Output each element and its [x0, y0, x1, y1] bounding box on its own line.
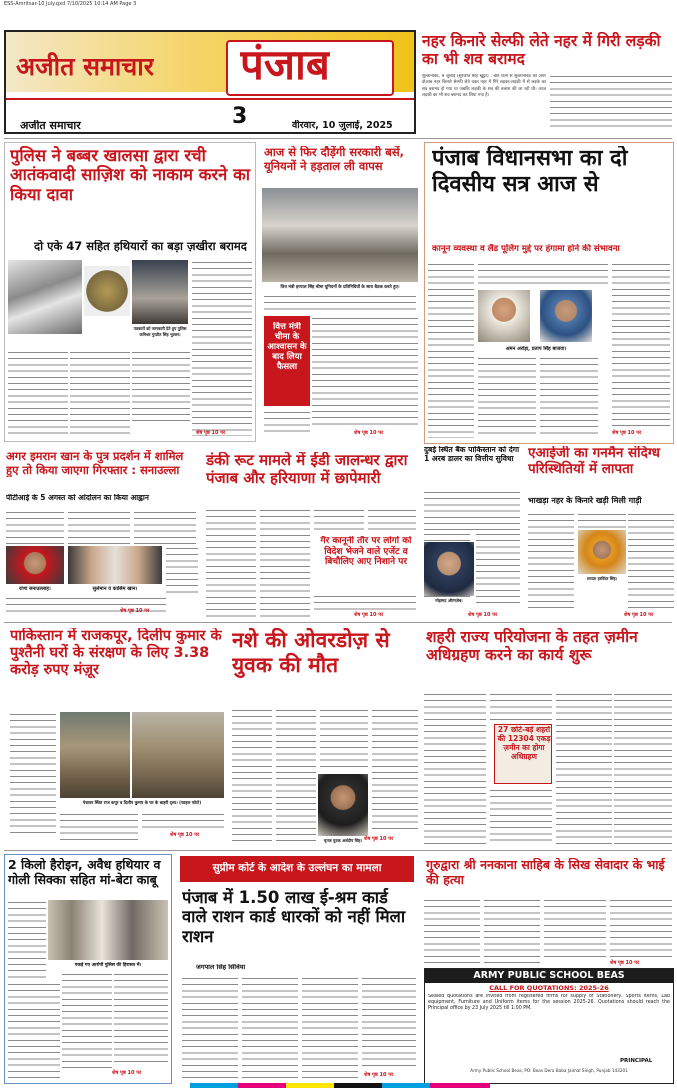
- aurangzeb-caption: मोहम्मद औरंगज़ेब।: [424, 598, 474, 604]
- eshram-body-col4: [362, 976, 416, 1068]
- ad-footer: Army Public School Beas, PO: Beas Dera Baba Jaimal Singh, Punjab 143201: [470, 1068, 628, 1073]
- assembly-continued: शेष पृष्ठ 10 पर: [612, 430, 642, 436]
- heroin-body-col2: [8, 982, 60, 1078]
- eshram-headline: पंजाब में 1.50 लाख ई-श्रम कार्ड वाले राशन कार्ड धारकों को नहीं मिला राशन: [182, 888, 406, 946]
- selfie-headline: नहर किनारे सेल्फी लेते नहर में गिरी लड़की का भी शव बरामद: [422, 32, 661, 69]
- ed-body-col3: [314, 508, 364, 532]
- ed-body-col5: [314, 594, 416, 610]
- mid-divider: [4, 622, 672, 623]
- dubai-headline: दुबई स्थित बैंक पाकिस्तान को देगा 1 अरब डालर का वित्तीय सुविधा: [424, 446, 520, 463]
- arshdeep-photo: [318, 774, 368, 836]
- assembly-body-col3: [540, 356, 598, 438]
- aig-body-col1: [528, 512, 574, 608]
- bajwa-photo: [540, 290, 592, 342]
- bus-body-top: [264, 294, 416, 314]
- sanaullah-caption: राणा सनाउल्लाह।: [6, 586, 64, 592]
- bottom-divider: [4, 850, 672, 851]
- overdose-continued: शेष पृष्ठ 10 पर: [364, 836, 394, 842]
- terror-subhead: दो एके 47 सहित हथियारों का बड़ा ज़खीरा बरामद: [34, 240, 247, 253]
- dubai-body-col2: [476, 532, 520, 608]
- imran-continued: शेष पृष्ठ 10 पर: [120, 608, 150, 614]
- heroin-caption: पकड़े गए आरोपी पुलिस की हिरासत में।: [48, 962, 168, 968]
- imran-body-col2: [68, 510, 130, 544]
- overdose-headline: नशे की ओवरडोज़ से युवक की मौत: [232, 628, 390, 677]
- section-title: पंजाब: [240, 40, 330, 89]
- overdose-body-col2: [276, 708, 316, 842]
- imran-body-col1: [6, 510, 64, 544]
- heroin-body-col3: [62, 972, 112, 1070]
- gurdwara-continued: शेष पृष्ठ 10 पर: [610, 960, 640, 966]
- haveli-body-col1: [10, 712, 56, 838]
- aman-arora-photo: [478, 290, 530, 342]
- ad-subtitle: CALL FOR QUOTATIONS: 2025-26: [489, 985, 609, 992]
- police-photo: [132, 260, 188, 324]
- haveli-continued: शेष पृष्ठ 10 पर: [170, 832, 200, 838]
- harvinder-caption: लापता हरविंदर सिंह।: [578, 576, 626, 582]
- haveli-caption: पेशावर स्थित राज कपूर व दिलीप कुमार के घर के बाहरी दृश्य। (फाइल फोटो): [60, 800, 224, 806]
- terror-headline: पुलिस ने बब्बर खालसा द्वारा रची आतंकवादी साज़िश को नाकाम करने का किया दावा: [10, 146, 251, 204]
- imran-body-col4: [166, 546, 198, 596]
- haveli-body-col3: [142, 812, 224, 828]
- ed-body-col4: [368, 508, 416, 532]
- eshram-body-col3: [302, 976, 358, 1082]
- terror-body-col3: [192, 260, 252, 436]
- selfie-body-cont: [550, 74, 672, 132]
- harvinder-photo: [578, 530, 626, 574]
- ed-headline: डंकी रूट मामले में ईडी जालन्धर द्वारा पंजाब और हरियाणा में छापेमारी: [206, 452, 408, 487]
- sons-photo: [68, 546, 162, 584]
- page-number: 3: [232, 104, 248, 129]
- eshram-body-col2: [242, 976, 298, 1082]
- bus-headline: आज से फिर दौड़ेंगी सरकारी बसें, यूनियनों ने हड़ताल ली वापस: [264, 146, 404, 173]
- ed-box: गैर कानूनी तौर पर लोगों को विदेश भेजने वाले एजेंट व बिचौलिए आए निशाने पर: [320, 536, 412, 568]
- raj-kapoor-house-photo: [60, 712, 130, 798]
- terror-continued: शेष पृष्ठ 10 पर: [196, 430, 226, 436]
- assembly-body-top: [478, 262, 608, 286]
- imran-headline: अगर इमरान खान के पुत्र प्रदर्शन में शामिल हुए तो किया जाएगा गिरफ्तार : सनाउल्ला: [6, 450, 184, 477]
- assembly-headline: पंजाब विधानसभा का दो दिवसीय सत्र आज से: [432, 146, 628, 197]
- dilip-kumar-house-photo: [132, 712, 224, 798]
- haveli-body-col2: [60, 812, 138, 840]
- urban-body-col5: [614, 692, 672, 844]
- page-slug: ESS-Amritsar-10 July.qxd 7/10/2025 10:14 AM Page 3: [4, 1, 137, 7]
- assembly-body-col1: [428, 262, 474, 438]
- gurdwara-body-col3: [544, 898, 606, 958]
- eshram-body-col1: [182, 976, 238, 1082]
- ammo-photo: [84, 266, 130, 316]
- overdose-body-col3: [320, 708, 368, 770]
- imran-body-col3: [134, 510, 196, 544]
- bus-continued: शेष पृष्ठ 10 पर: [354, 430, 384, 436]
- ed-body-col1: [206, 508, 256, 620]
- gurdwara-headline: गुरुद्वारा श्री ननकाना साहिब के सिख सेवादार के भाई की हत्या: [426, 858, 665, 887]
- urban-box-text: 27 छोटे-बड़े शहरों की 12304 एकड़ ज़मीन का होगा अधिग्रहण: [497, 726, 551, 761]
- ad-body: Sealed quotations are invited from registered firms for supply of Stationery, Sports items, Lab equipment, Furniture and Uniform items for the session 2025-26. Quotations should reach the Principal office by 23 July 2025 till 1:00 PM.: [428, 994, 670, 1012]
- police-photo-caption: पत्रकारों को जानकारी देते हुए पुलिस कमिश्नर गुरप्रीत सिंह भुल्लर।: [133, 326, 187, 337]
- bus-body-right: [312, 316, 418, 426]
- heroin-continued: शेष पृष्ठ 10 पर: [112, 1070, 142, 1076]
- bus-body-bottom: [264, 410, 310, 436]
- ed-continued: शेष पृष्ठ 10 पर: [354, 612, 384, 618]
- imran-subhead: पीटीआई के 5 अगस्त को आंदोलन का किया आह्वान: [6, 494, 149, 502]
- meeting-photo: [262, 188, 418, 282]
- assembly-body-col2: [478, 356, 536, 438]
- dateline: वीरवार, 10 जुलाई, 2025: [292, 120, 393, 131]
- assembly-caption: अमन अरोड़ा, प्रताप सिंह बाजवा।: [478, 346, 594, 352]
- terror-body-col1: [8, 350, 68, 436]
- overdose-body-col4: [372, 708, 418, 834]
- urban-body-col4: [556, 692, 612, 844]
- sanaullah-photo: [6, 546, 64, 584]
- terror-body-col2: [70, 350, 130, 436]
- ad-sign: PRINCIPAL: [620, 1058, 653, 1064]
- masthead-rule: [6, 98, 414, 100]
- aig-body-col3: [628, 512, 674, 608]
- aig-headline: एआईजी का गनमैन संदिग्ध परिस्थितियों में लापता: [528, 446, 660, 477]
- dubai-body-top: [424, 490, 520, 530]
- overdose-body-col1: [232, 708, 272, 842]
- heroin-headline: 2 किलो हैरोइन, अवैध हथियार व गोली सिक्का सहित मां-बेटा काबू: [8, 858, 161, 887]
- brand-name: अजीत समाचार: [16, 52, 154, 81]
- urban-headline: शहरी राज्य परियोजना के तहत ज़मीन अधिग्रहण करने का कार्य शुरू: [426, 628, 638, 665]
- aig-body-col2: [578, 512, 626, 528]
- haveli-headline: पाकिस्तान में राजकपूर, दिलीप कुमार के पुश्तैनी घरों के संरक्षण के लिए 3.38 करोड़ रुपए मंज़ूर: [10, 628, 222, 679]
- heroin-body-col1: [8, 900, 46, 980]
- eshram-byline: जगपाल सिंह सिविया: [196, 964, 246, 971]
- selfie-body: सुल्तानविंड, 9 जुलाई (सुरजीत सिंह खुट्टर) : बीते दिनों से सुल्तानविंड की अपर दोआब नहर किनारे सेल्फी लेते वक्त नहर में गिरे लड़का-लड़की में से लड़के का शव बरामद हो गया था जबकि लड़की के शव की तलाश की जा रही थी। आज लड़की का भी शव बरामद कर लिया गया है।: [422, 74, 546, 99]
- sub-brand: अजीत समाचार: [20, 120, 81, 132]
- assembly-body-col4: [612, 262, 670, 428]
- arshdeep-caption: मृतक युवक अर्शदीप सिंह।: [318, 838, 368, 844]
- meeting-caption: वित्त मंत्री हरपाल सिंह चीमा यूनियनों के प्रतिनिधियों के साथ बैठक करते हुए।: [262, 284, 418, 290]
- aig-subhead: भाखड़ा नहर के किनारे खड़ी मिली गाड़ी: [528, 496, 642, 505]
- aig-continued: शेष पृष्ठ 10 पर: [624, 612, 654, 618]
- heroin-body-col4: [114, 972, 168, 1062]
- weapons-photo: [8, 260, 82, 334]
- heroin-photo: [48, 900, 168, 960]
- colour-bar: [190, 1083, 490, 1088]
- assembly-subhead: कानून व्यवस्था व लैंड पूलिंग मुद्दे पर हंगामा होने की संभावना: [432, 244, 620, 254]
- ad-title: ARMY PUBLIC SCHOOL BEAS: [473, 970, 625, 981]
- top-divider: [4, 138, 672, 139]
- urban-body-col2: [490, 692, 552, 722]
- ed-body-col2: [260, 508, 310, 620]
- eshram-continued: शेष पृष्ठ 10 पर: [364, 1072, 394, 1078]
- gurdwara-body-col4: [610, 898, 672, 958]
- urban-body-col3: [490, 788, 552, 844]
- dubai-continued: शेष पृष्ठ 10 पर: [468, 612, 498, 618]
- eshram-banner-text: सुप्रीम कोर्ट के आदेश के उल्लंघन का मामला: [212, 862, 382, 874]
- bus-box-text: वित्त मंत्री चीमा के आश्वासन के बाद लिया फैसला: [267, 322, 307, 373]
- terror-body-col4: [132, 350, 190, 426]
- urban-body-col1: [424, 692, 486, 844]
- masthead: [4, 30, 416, 134]
- sons-caption: सुलेमान व कासिम खान।: [68, 586, 162, 592]
- aurangzeb-photo: [424, 542, 474, 596]
